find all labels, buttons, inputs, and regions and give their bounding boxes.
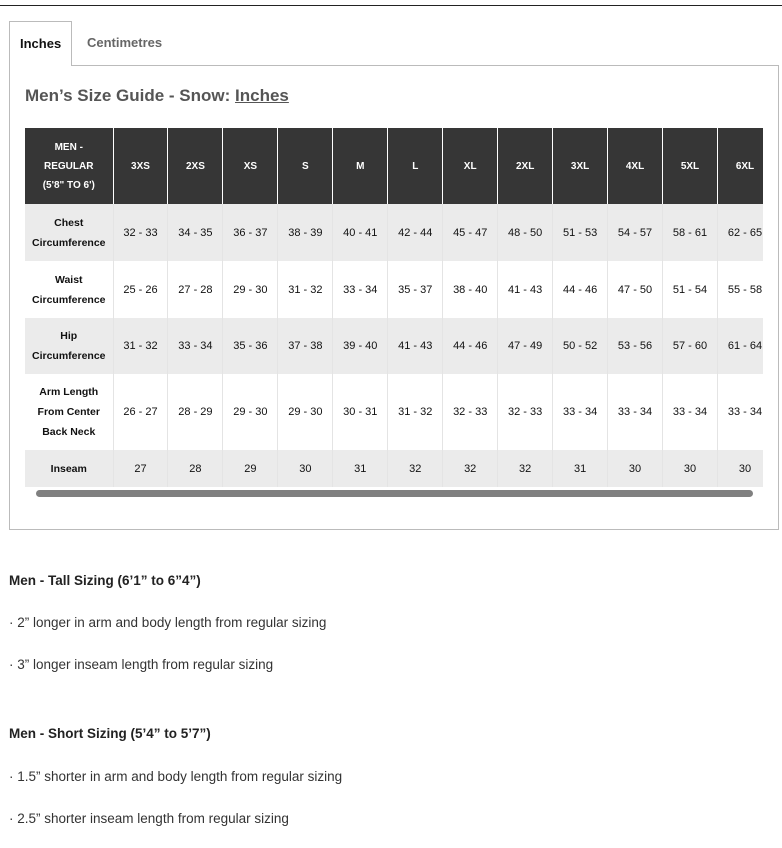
table-cell: 51 - 53 (553, 204, 608, 261)
tall-sizing-heading: Men - Tall Sizing (6’1” to 6”4”) (9, 573, 201, 588)
table-cell: 37 - 38 (278, 318, 333, 374)
row-label-line: Circumference (31, 236, 106, 249)
tab-inches[interactable]: Inches (9, 21, 72, 66)
table-cell: 28 (168, 450, 223, 487)
table-cell: 31 - 32 (388, 374, 443, 450)
table-cell: 32 - 33 (498, 374, 553, 450)
table-cell: 28 - 29 (168, 374, 223, 450)
table-cell: 54 - 57 (608, 204, 663, 261)
table-cell: 33 - 34 (608, 374, 663, 450)
table-cell: 48 - 50 (498, 204, 553, 261)
table-cell: 30 (608, 450, 663, 487)
table-cell: 53 - 56 (608, 318, 663, 374)
table-cell: 31 - 32 (278, 261, 333, 318)
table-cell: 32 - 33 (113, 204, 168, 261)
size-table (25, 128, 763, 487)
size-header: M (333, 128, 388, 204)
row-label (25, 450, 113, 487)
size-header: 2XL (498, 128, 553, 204)
size-header: 2XS (168, 128, 223, 204)
table-cell: 33 - 34 (333, 261, 388, 318)
size-header: 5XL (663, 128, 718, 204)
table-row (25, 261, 763, 318)
size-header: XL (443, 128, 498, 204)
size-guide-panel (9, 65, 779, 530)
horizontal-scrollbar[interactable] (36, 490, 753, 497)
table-cell: 26 - 27 (113, 374, 168, 450)
table-cell: 33 - 34 (663, 374, 718, 450)
table-cell: 33 - 34 (168, 318, 223, 374)
row-label-line: Inseam (50, 462, 87, 475)
row-label-line: Circumference (31, 293, 106, 306)
table-cell: 41 - 43 (388, 318, 443, 374)
table-cell: 40 - 41 (333, 204, 388, 261)
row-label (25, 204, 113, 261)
size-header: 3XL (553, 128, 608, 204)
size-header: S (278, 128, 333, 204)
row-label-line: Hip (60, 330, 78, 342)
tab-centimetres[interactable]: Centimetres (87, 35, 163, 50)
table-cell: 29 - 30 (278, 374, 333, 450)
title-text: Men’s Size Guide - Snow: (25, 86, 236, 105)
title-unit: Inches (235, 86, 289, 105)
table-cell: 51 - 54 (663, 261, 718, 318)
table-cell: 31 (333, 450, 388, 487)
row-label-line: Waist (54, 273, 83, 286)
row-label-line: Back Neck (42, 426, 96, 438)
table-cell: 44 - 46 (443, 318, 498, 374)
table-cell: 58 - 61 (663, 204, 718, 261)
table-cell: 41 - 43 (498, 261, 553, 318)
row-label-line: Circumference (31, 350, 106, 362)
table-cell: 39 - 40 (333, 318, 388, 374)
table-cell: 27 - 28 (168, 261, 223, 318)
size-header: 3XS (113, 128, 168, 204)
size-header: XS (223, 128, 278, 204)
table-cell: 32 - 33 (443, 374, 498, 450)
table-row (25, 318, 763, 374)
table-cell: 57 - 60 (663, 318, 718, 374)
table-cell: 35 - 36 (223, 318, 278, 374)
table-cell: 29 (223, 450, 278, 487)
table-corner-header (25, 128, 113, 204)
table-cell: 38 - 39 (278, 204, 333, 261)
row-label (25, 261, 113, 318)
table-cell: 33 - 34 (717, 374, 763, 450)
table-cell: 61 - 64 (717, 318, 763, 374)
tall-note-2: · 3” longer inseam length from regular sizing (9, 657, 274, 672)
table-row (25, 204, 763, 261)
table-cell: 44 - 46 (553, 261, 608, 318)
tall-note-1: · 2” longer in arm and body length from regular sizing (9, 615, 327, 630)
size-header: 4XL (608, 128, 663, 204)
table-cell: 38 - 40 (443, 261, 498, 318)
table-cell: 55 - 58 (717, 261, 763, 318)
size-header: L (388, 128, 443, 204)
table-cell: 27 (113, 450, 168, 487)
table-cell: 30 (278, 450, 333, 487)
table-cell: 42 - 44 (388, 204, 443, 261)
table-cell: 36 - 37 (223, 204, 278, 261)
row-label (25, 374, 113, 450)
table-cell: 30 - 31 (333, 374, 388, 450)
top-divider (0, 5, 782, 6)
table-cell: 31 - 32 (113, 318, 168, 374)
table-cell: 47 - 50 (608, 261, 663, 318)
table-cell: 32 (388, 450, 443, 487)
table-row (25, 374, 763, 450)
corner-line: (5'8" TO 6') (42, 179, 95, 191)
row-label-line: From Center (37, 406, 100, 418)
table-cell: 30 (717, 450, 763, 487)
table-cell: 30 (663, 450, 718, 487)
table-cell: 32 (498, 450, 553, 487)
size-table-scroll[interactable] (25, 128, 763, 488)
row-label-line: Chest (54, 216, 84, 229)
short-note-1: · 1.5” shorter in arm and body length from regular sizing (9, 769, 343, 784)
table-cell: 31 (553, 450, 608, 487)
short-note-2: · 2.5” shorter inseam length from regular sizing (9, 811, 289, 826)
corner-line: REGULAR (44, 160, 94, 172)
table-cell: 29 - 30 (223, 374, 278, 450)
table-cell: 50 - 52 (553, 318, 608, 374)
table-cell: 45 - 47 (443, 204, 498, 261)
table-cell: 33 - 34 (553, 374, 608, 450)
row-label-line: Arm Length (39, 386, 99, 398)
table-cell: 32 (443, 450, 498, 487)
table-cell: 62 - 65 (717, 204, 763, 261)
table-cell: 29 - 30 (223, 261, 278, 318)
table-cell: 25 - 26 (113, 261, 168, 318)
table-cell: 35 - 37 (388, 261, 443, 318)
row-label (25, 318, 113, 374)
page-title (25, 86, 289, 106)
table-row (25, 450, 763, 487)
size-header: 6XL (717, 128, 763, 204)
table-cell: 47 - 49 (498, 318, 553, 374)
table-cell: 34 - 35 (168, 204, 223, 261)
short-sizing-heading: Men - Short Sizing (5’4” to 5’7”) (9, 726, 211, 741)
corner-line: MEN - (54, 141, 83, 153)
